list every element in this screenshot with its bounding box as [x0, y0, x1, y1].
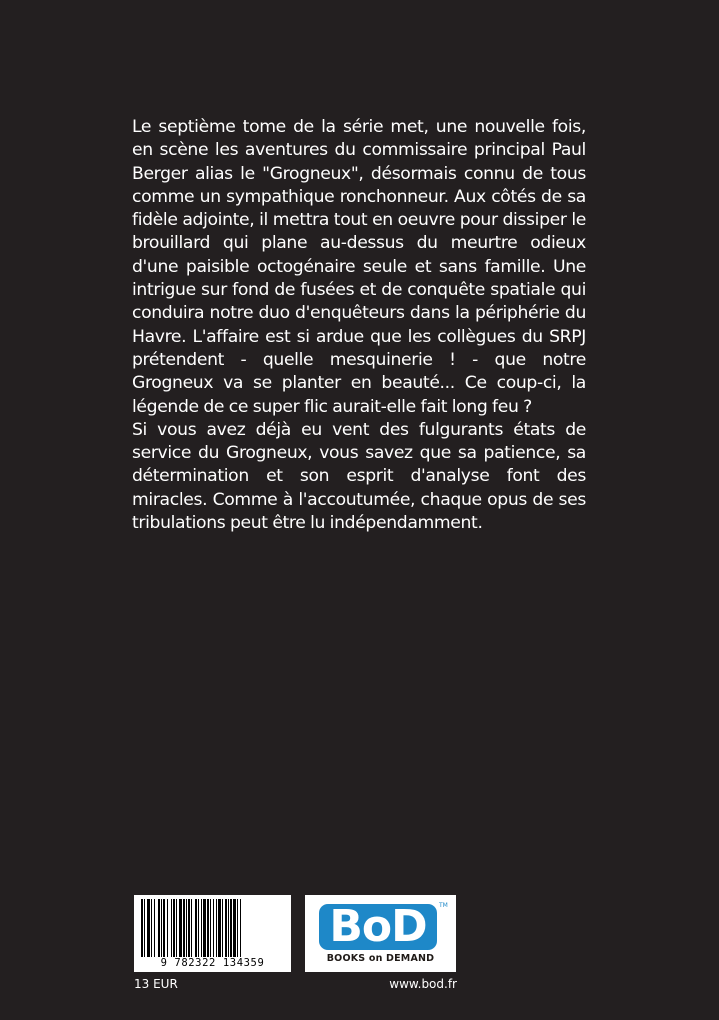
barcode-bar [158, 899, 160, 957]
barcode-bar [228, 899, 229, 957]
publisher-website: www.bod.fr [389, 977, 457, 991]
barcode-bar [207, 899, 209, 957]
price-label: 13 EUR [134, 977, 178, 991]
bod-logo-mark: BoD [319, 904, 437, 950]
barcode-bar [141, 899, 143, 957]
barcode-bar [195, 899, 197, 957]
barcode-digits: 9 782322 134359 [160, 957, 265, 969]
barcode-bar [222, 899, 223, 957]
barcode-bar [198, 899, 199, 957]
barcode-bar [183, 899, 185, 957]
barcode-bar [240, 899, 241, 957]
barcode-bar [225, 899, 227, 957]
publisher-logo [305, 895, 456, 972]
barcode-bar [186, 899, 187, 957]
publisher-tagline: BOOKS on DEMAND [326, 953, 435, 964]
barcode-bar [218, 899, 221, 957]
barcode-bar [179, 899, 182, 957]
isbn-barcode [134, 895, 291, 972]
barcode-bar [161, 899, 162, 957]
barcode-bar [237, 899, 238, 957]
barcode-bar [147, 899, 150, 957]
blurb-paragraph: Le septième tome de la série met, une nouvelle fois, en scène les aventures du commissaire principal Paul Berger alias le "Grogneux", désormais connu de tous comme un sympathique ronchonneur. Aux côtés de sa fidèle adjointe, il mettra tout en oeuvre pour dissiper le brouillard qui plane au-dessus du meurtre odieux d'une paisible octogénaire seule et sans famille. Une intrigue sur fond de fusées et de conquête spatiale qui conduira notre duo d'enquêteurs dans la périphérie du Havre. L'affaire est si ardue que les collègues du SRPJ prétendent - quelle mesquinerie ! - que notre Grogneux va se planter en beauté... Ce coup-ci, la légende de ce super flic aurait-elle fait long feu ? [132, 117, 586, 417]
barcode-bar [210, 899, 211, 957]
barcode-bar [176, 899, 177, 957]
trademark-symbol: TM [439, 902, 448, 909]
barcode-bar [144, 899, 145, 957]
barcode-bar [167, 899, 168, 957]
barcode-bar [201, 899, 202, 957]
barcode-bar [154, 899, 155, 957]
back-cover-blurb [132, 116, 586, 535]
blurb-paragraph: Si vous avez déjà eu vent des fulgurants états de service du Grogneux, vous savez que sa patience, sa détermination et son esprit d'analyse font des miracles. Comme à l'accoutumée, chaque opus de ses tribulations peut être lu indépendamment. [132, 419, 586, 534]
barcode-bar [188, 899, 190, 957]
barcode-bar [173, 899, 175, 957]
barcode-bar [216, 899, 217, 957]
barcode-bar [163, 899, 165, 957]
barcode-bar [191, 899, 192, 957]
barcode-bar [213, 899, 214, 957]
barcode-bar [230, 899, 232, 957]
barcode-bar [171, 899, 172, 957]
barcode-bar [233, 899, 236, 957]
barcode-bars [141, 899, 284, 957]
barcode-bar [203, 899, 206, 957]
barcode-bar [151, 899, 152, 957]
